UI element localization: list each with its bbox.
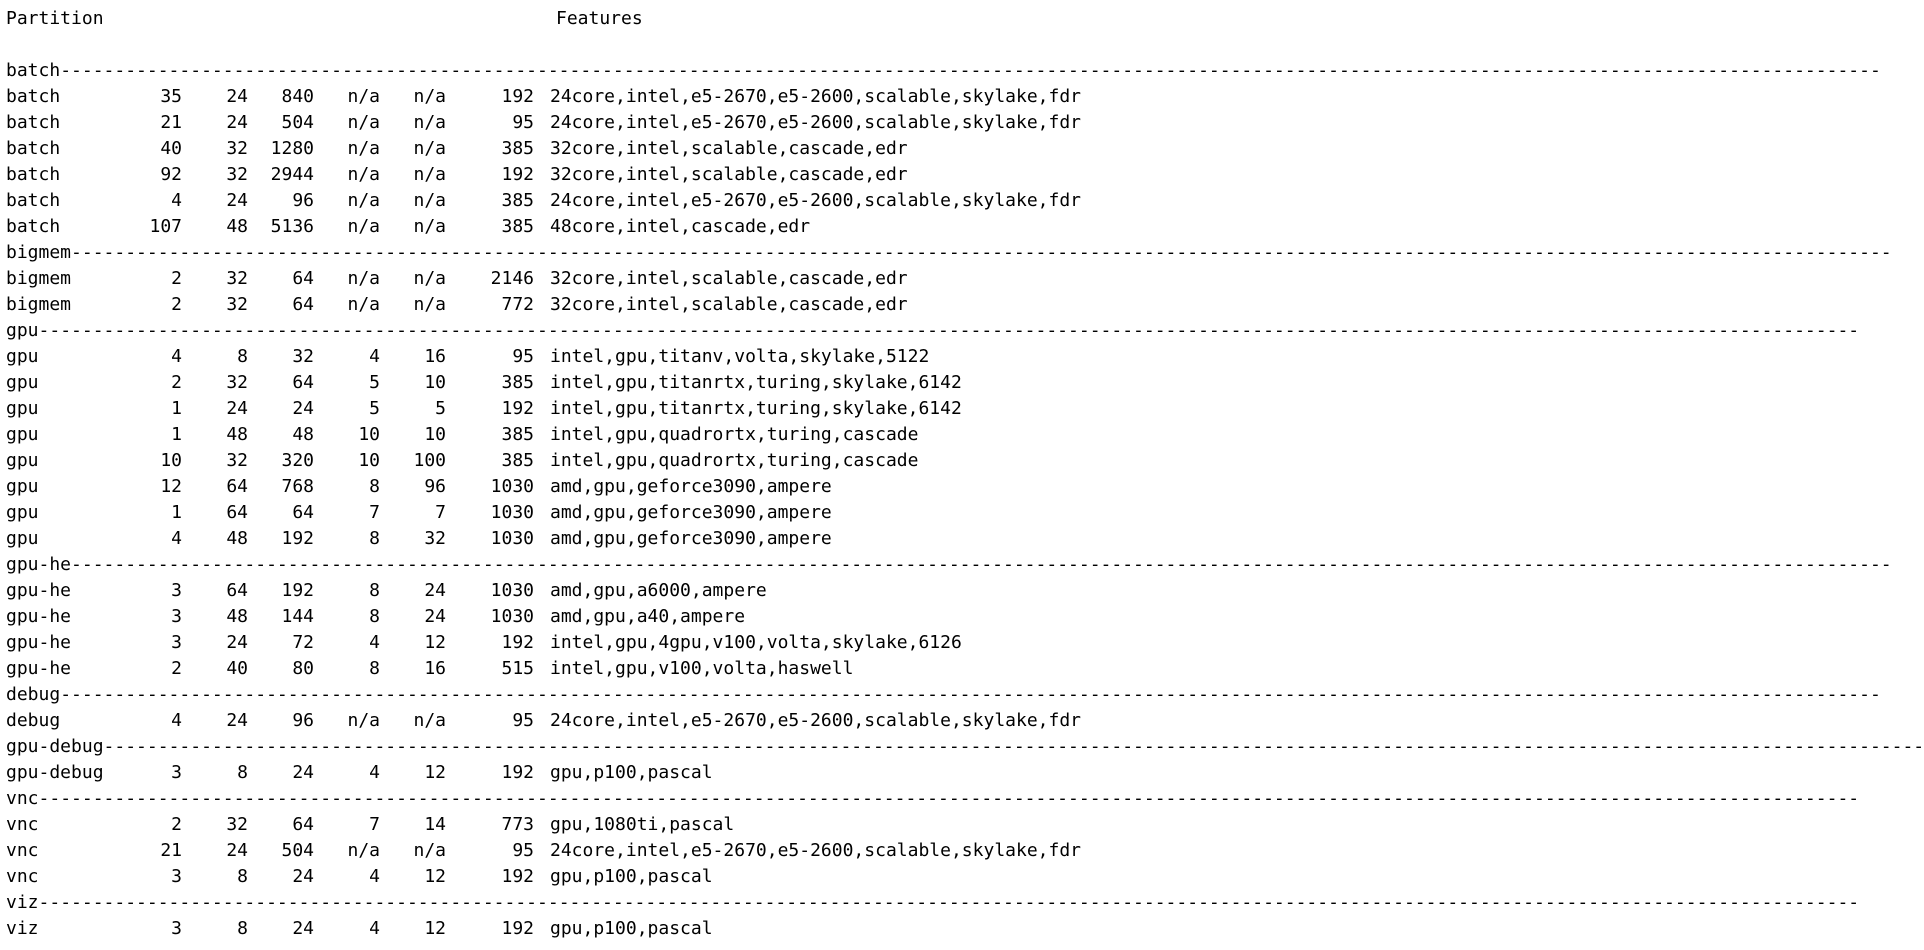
table-row bbox=[6, 474, 1100, 500]
cell-nodes: 1 bbox=[171, 398, 182, 419]
cell-nodes: 21 bbox=[160, 112, 182, 133]
group-separator bbox=[6, 682, 1881, 708]
cell-partition: vnc bbox=[6, 814, 39, 835]
cell-partition: gpu bbox=[6, 476, 39, 497]
group-dashes: ------------------------------------------------------------------------------------------------------------------------------------------------------------------------ bbox=[38, 320, 1860, 341]
group-name: gpu bbox=[6, 320, 39, 341]
cell-memory: 2146 bbox=[490, 268, 534, 289]
cell-partition: batch bbox=[6, 138, 61, 159]
cell-features: 32core,intel,scalable,cascade,edr bbox=[550, 268, 908, 289]
cell-partition: gpu bbox=[6, 372, 39, 393]
cell-features: gpu,1080ti,pascal bbox=[550, 814, 735, 835]
table-row bbox=[6, 214, 1100, 240]
cell-total-gpus: 100 bbox=[413, 450, 446, 471]
table-row bbox=[6, 656, 1100, 682]
cell-total-cpus: 64 bbox=[292, 814, 314, 835]
table-header bbox=[6, 6, 643, 58]
cell-cpus-per-node: 32 bbox=[226, 138, 248, 159]
cell-gpus-per-node: 8 bbox=[369, 528, 380, 549]
cell-nodes: 3 bbox=[171, 580, 182, 601]
cell-total-cpus: 24 bbox=[292, 398, 314, 419]
cell-total-cpus: 504 bbox=[281, 840, 314, 861]
table-row bbox=[6, 760, 1100, 786]
cell-memory: 192 bbox=[501, 632, 534, 653]
cell-gpus-per-node: 4 bbox=[369, 866, 380, 887]
cell-gpus-per-node: 8 bbox=[369, 476, 380, 497]
cell-nodes: 4 bbox=[171, 190, 182, 211]
cell-total-cpus: 840 bbox=[281, 86, 314, 107]
cell-features: 24core,intel,e5-2670,e5-2600,scalable,skylake,fdr bbox=[550, 190, 1082, 211]
cell-gpus-per-node: 5 bbox=[369, 398, 380, 419]
group-dashes: ------------------------------------------------------------------------------------------------------------------------------------------------------------------------ bbox=[60, 684, 1881, 705]
cell-total-cpus: 1280 bbox=[270, 138, 314, 159]
cell-partition: vnc bbox=[6, 866, 39, 887]
cell-total-cpus: 48 bbox=[292, 424, 314, 445]
cell-partition: gpu bbox=[6, 450, 39, 471]
cell-partition: batch bbox=[6, 112, 61, 133]
table-row bbox=[6, 812, 1100, 838]
cell-features: 32core,intel,scalable,cascade,edr bbox=[550, 164, 908, 185]
cell-features: 32core,intel,scalable,cascade,edr bbox=[550, 294, 908, 315]
cell-features: gpu,p100,pascal bbox=[550, 918, 713, 939]
cell-total-gpus: n/a bbox=[413, 840, 446, 861]
table-row bbox=[6, 84, 1100, 110]
table-row bbox=[6, 370, 1100, 396]
cell-features: 32core,intel,scalable,cascade,edr bbox=[550, 138, 908, 159]
group-name: viz bbox=[6, 892, 39, 913]
cell-memory: 385 bbox=[501, 216, 534, 237]
group-separator bbox=[6, 318, 1860, 344]
cell-cpus-per-node: 48 bbox=[226, 424, 248, 445]
cell-gpus-per-node: 4 bbox=[369, 346, 380, 367]
cell-cpus-per-node: 24 bbox=[226, 112, 248, 133]
cell-features: intel,gpu,titanv,volta,skylake,5122 bbox=[550, 346, 930, 367]
cell-nodes: 1 bbox=[171, 424, 182, 445]
cell-partition: viz bbox=[6, 918, 39, 939]
cell-gpus-per-node: 4 bbox=[369, 762, 380, 783]
table-row bbox=[6, 838, 1100, 864]
cell-cpus-per-node: 24 bbox=[226, 710, 248, 731]
cell-total-gpus: 16 bbox=[424, 346, 446, 367]
cell-gpus-per-node: 8 bbox=[369, 658, 380, 679]
cell-total-cpus: 64 bbox=[292, 268, 314, 289]
cell-cpus-per-node: 8 bbox=[237, 762, 248, 783]
cell-total-gpus: n/a bbox=[413, 86, 446, 107]
cell-gpus-per-node: 7 bbox=[369, 814, 380, 835]
cell-total-gpus: n/a bbox=[413, 164, 446, 185]
cell-cpus-per-node: 24 bbox=[226, 190, 248, 211]
cell-nodes: 4 bbox=[171, 346, 182, 367]
cell-nodes: 3 bbox=[171, 606, 182, 627]
table-row bbox=[6, 916, 1100, 942]
table-row bbox=[6, 292, 1100, 318]
cell-nodes: 3 bbox=[171, 632, 182, 653]
cell-total-gpus: 10 bbox=[424, 372, 446, 393]
cell-memory: 192 bbox=[501, 86, 534, 107]
cell-total-cpus: 192 bbox=[281, 528, 314, 549]
cell-cpus-per-node: 32 bbox=[226, 814, 248, 835]
cell-cpus-per-node: 24 bbox=[226, 86, 248, 107]
cell-total-gpus: n/a bbox=[413, 216, 446, 237]
cell-gpus-per-node: n/a bbox=[347, 164, 380, 185]
group-dashes: ------------------------------------------------------------------------------------------------------------------------------------------------------------------------ bbox=[60, 60, 1881, 81]
header-partition: Partition bbox=[6, 8, 104, 29]
cell-cpus-per-node: 8 bbox=[237, 918, 248, 939]
cell-features: intel,gpu,quadrortx,turing,cascade bbox=[550, 450, 919, 471]
cell-cpus-per-node: 32 bbox=[226, 164, 248, 185]
cell-cpus-per-node: 32 bbox=[226, 450, 248, 471]
cell-cpus-per-node: 8 bbox=[237, 866, 248, 887]
cell-nodes: 2 bbox=[171, 658, 182, 679]
cell-memory: 95 bbox=[512, 840, 534, 861]
group-separator bbox=[6, 890, 1860, 916]
cell-total-cpus: 24 bbox=[292, 762, 314, 783]
cell-gpus-per-node: n/a bbox=[347, 216, 380, 237]
cell-memory: 1030 bbox=[490, 580, 534, 601]
cell-features: 24core,intel,e5-2670,e5-2600,scalable,skylake,fdr bbox=[550, 710, 1082, 731]
cell-total-gpus: 16 bbox=[424, 658, 446, 679]
cell-total-cpus: 32 bbox=[292, 346, 314, 367]
table-row bbox=[6, 422, 1100, 448]
cell-memory: 95 bbox=[512, 346, 534, 367]
cell-total-gpus: 32 bbox=[424, 528, 446, 549]
table-row bbox=[6, 344, 1100, 370]
cell-partition: batch bbox=[6, 190, 61, 211]
cell-total-cpus: 80 bbox=[292, 658, 314, 679]
cell-partition: bigmem bbox=[6, 294, 72, 315]
cell-total-cpus: 192 bbox=[281, 580, 314, 601]
cell-total-gpus: n/a bbox=[413, 190, 446, 211]
cell-nodes: 40 bbox=[160, 138, 182, 159]
cell-total-gpus: n/a bbox=[413, 294, 446, 315]
cell-total-cpus: 64 bbox=[292, 372, 314, 393]
cell-features: gpu,p100,pascal bbox=[550, 866, 713, 887]
group-name: batch bbox=[6, 60, 61, 81]
cell-total-cpus: 320 bbox=[281, 450, 314, 471]
cell-memory: 192 bbox=[501, 918, 534, 939]
cell-gpus-per-node: n/a bbox=[347, 112, 380, 133]
cell-partition: gpu-he bbox=[6, 658, 72, 679]
cell-total-cpus: 144 bbox=[281, 606, 314, 627]
cell-nodes: 2 bbox=[171, 372, 182, 393]
cell-memory: 1030 bbox=[490, 528, 534, 549]
cell-total-cpus: 5136 bbox=[270, 216, 314, 237]
cell-nodes: 2 bbox=[171, 294, 182, 315]
cell-gpus-per-node: 10 bbox=[358, 424, 380, 445]
group-dashes: ------------------------------------------------------------------------------------------------------------------------------------------------------------------------ bbox=[71, 242, 1892, 263]
cell-total-gpus: 24 bbox=[424, 580, 446, 601]
cell-partition: gpu-he bbox=[6, 632, 72, 653]
cell-gpus-per-node: 10 bbox=[358, 450, 380, 471]
group-separator bbox=[6, 240, 1892, 266]
cell-gpus-per-node: 8 bbox=[369, 606, 380, 627]
group-dashes: ------------------------------------------------------------------------------------------------------------------------------------------------------------------------ bbox=[38, 892, 1860, 913]
cell-partition: batch bbox=[6, 164, 61, 185]
cell-nodes: 3 bbox=[171, 762, 182, 783]
cell-partition: gpu-debug bbox=[6, 762, 104, 783]
cell-memory: 95 bbox=[512, 710, 534, 731]
cell-nodes: 12 bbox=[160, 476, 182, 497]
cell-cpus-per-node: 32 bbox=[226, 268, 248, 289]
cell-gpus-per-node: n/a bbox=[347, 294, 380, 315]
cell-memory: 1030 bbox=[490, 502, 534, 523]
cell-memory: 192 bbox=[501, 866, 534, 887]
group-dashes: ------------------------------------------------------------------------------------------------------------------------------------------------------------------------ bbox=[103, 736, 1924, 757]
table-row bbox=[6, 162, 1100, 188]
group-separator bbox=[6, 786, 1860, 812]
cell-memory: 192 bbox=[501, 762, 534, 783]
cell-total-gpus: n/a bbox=[413, 710, 446, 731]
group-name: debug bbox=[6, 684, 61, 705]
cell-features: amd,gpu,a6000,ampere bbox=[550, 580, 767, 601]
cell-partition: debug bbox=[6, 710, 61, 731]
cell-features: 24core,intel,e5-2670,e5-2600,scalable,skylake,fdr bbox=[550, 112, 1082, 133]
table-row bbox=[6, 630, 1100, 656]
table-row bbox=[6, 448, 1100, 474]
group-dashes: ------------------------------------------------------------------------------------------------------------------------------------------------------------------------ bbox=[38, 788, 1860, 809]
table-row bbox=[6, 708, 1100, 734]
cell-nodes: 10 bbox=[160, 450, 182, 471]
table-row bbox=[6, 500, 1100, 526]
cell-nodes: 35 bbox=[160, 86, 182, 107]
cell-gpus-per-node: n/a bbox=[347, 138, 380, 159]
cell-memory: 385 bbox=[501, 190, 534, 211]
table-row bbox=[6, 526, 1100, 552]
cell-gpus-per-node: 7 bbox=[369, 502, 380, 523]
cell-total-cpus: 64 bbox=[292, 502, 314, 523]
cell-total-gpus: n/a bbox=[413, 138, 446, 159]
table-row bbox=[6, 864, 1100, 890]
cell-partition: gpu bbox=[6, 528, 39, 549]
cell-nodes: 3 bbox=[171, 866, 182, 887]
cell-gpus-per-node: 4 bbox=[369, 632, 380, 653]
cell-cpus-per-node: 48 bbox=[226, 216, 248, 237]
cell-partition: gpu-he bbox=[6, 606, 72, 627]
cell-nodes: 3 bbox=[171, 918, 182, 939]
cell-partition: gpu bbox=[6, 502, 39, 523]
cell-partition: batch bbox=[6, 86, 61, 107]
cell-total-gpus: 12 bbox=[424, 762, 446, 783]
cell-features: 48core,intel,cascade,edr bbox=[550, 216, 811, 237]
cell-cpus-per-node: 64 bbox=[226, 476, 248, 497]
cell-gpus-per-node: n/a bbox=[347, 840, 380, 861]
cell-memory: 772 bbox=[501, 294, 534, 315]
cell-cpus-per-node: 32 bbox=[226, 294, 248, 315]
cell-features: amd,gpu,geforce3090,ampere bbox=[550, 502, 832, 523]
cell-total-cpus: 2944 bbox=[270, 164, 314, 185]
cell-cpus-per-node: 24 bbox=[226, 632, 248, 653]
cell-memory: 1030 bbox=[490, 476, 534, 497]
cell-memory: 385 bbox=[501, 138, 534, 159]
table-row bbox=[6, 604, 1100, 630]
cell-total-cpus: 72 bbox=[292, 632, 314, 653]
cell-gpus-per-node: 5 bbox=[369, 372, 380, 393]
table-row bbox=[6, 266, 1100, 292]
cell-nodes: 4 bbox=[171, 710, 182, 731]
group-name: gpu-he bbox=[6, 554, 72, 575]
group-separator bbox=[6, 734, 1924, 760]
cell-cpus-per-node: 8 bbox=[237, 346, 248, 367]
cell-memory: 385 bbox=[501, 424, 534, 445]
cell-total-gpus: 24 bbox=[424, 606, 446, 627]
table-row bbox=[6, 136, 1100, 162]
cell-nodes: 1 bbox=[171, 502, 182, 523]
group-name: gpu-debug bbox=[6, 736, 104, 757]
cell-total-gpus: n/a bbox=[413, 112, 446, 133]
cell-features: intel,gpu,v100,volta,haswell bbox=[550, 658, 854, 679]
cell-total-cpus: 96 bbox=[292, 710, 314, 731]
cell-gpus-per-node: 8 bbox=[369, 580, 380, 601]
cell-memory: 1030 bbox=[490, 606, 534, 627]
cell-features: intel,gpu,4gpu,v100,volta,skylake,6126 bbox=[550, 632, 962, 653]
cell-total-cpus: 96 bbox=[292, 190, 314, 211]
cell-gpus-per-node: n/a bbox=[347, 710, 380, 731]
cell-gpus-per-node: n/a bbox=[347, 190, 380, 211]
cell-cpus-per-node: 48 bbox=[226, 528, 248, 549]
cell-features: amd,gpu,a40,ampere bbox=[550, 606, 746, 627]
cell-features: gpu,p100,pascal bbox=[550, 762, 713, 783]
cell-partition: bigmem bbox=[6, 268, 72, 289]
cell-cpus-per-node: 24 bbox=[226, 398, 248, 419]
cell-nodes: 2 bbox=[171, 814, 182, 835]
cell-total-gpus: 12 bbox=[424, 632, 446, 653]
cell-total-cpus: 768 bbox=[281, 476, 314, 497]
cell-cpus-per-node: 24 bbox=[226, 840, 248, 861]
group-dashes: ------------------------------------------------------------------------------------------------------------------------------------------------------------------------ bbox=[71, 554, 1892, 575]
cell-partition: gpu bbox=[6, 424, 39, 445]
cell-cpus-per-node: 48 bbox=[226, 606, 248, 627]
cell-cpus-per-node: 32 bbox=[226, 372, 248, 393]
cell-nodes: 4 bbox=[171, 528, 182, 549]
cell-memory: 95 bbox=[512, 112, 534, 133]
header-features: Features bbox=[556, 8, 643, 29]
cell-features: amd,gpu,geforce3090,ampere bbox=[550, 528, 832, 549]
cell-partition: gpu bbox=[6, 398, 39, 419]
cell-partition: gpu-he bbox=[6, 580, 72, 601]
cell-memory: 773 bbox=[501, 814, 534, 835]
cell-total-cpus: 64 bbox=[292, 294, 314, 315]
group-separator bbox=[6, 552, 1892, 578]
table-row bbox=[6, 578, 1100, 604]
table-row bbox=[6, 188, 1100, 214]
cell-features: intel,gpu,quadrortx,turing,cascade bbox=[550, 424, 919, 445]
cell-total-cpus: 504 bbox=[281, 112, 314, 133]
cell-features: 24core,intel,e5-2670,e5-2600,scalable,skylake,fdr bbox=[550, 840, 1082, 861]
cell-total-cpus: 24 bbox=[292, 866, 314, 887]
cell-nodes: 107 bbox=[149, 216, 182, 237]
cell-features: intel,gpu,titanrtx,turing,skylake,6142 bbox=[550, 372, 962, 393]
cell-partition: batch bbox=[6, 216, 61, 237]
cell-features: 24core,intel,e5-2670,e5-2600,scalable,skylake,fdr bbox=[550, 86, 1082, 107]
cell-memory: 385 bbox=[501, 450, 534, 471]
table-row bbox=[6, 110, 1100, 136]
cell-nodes: 92 bbox=[160, 164, 182, 185]
group-name: bigmem bbox=[6, 242, 72, 263]
cell-cpus-per-node: 64 bbox=[226, 580, 248, 601]
cell-total-gpus: 5 bbox=[435, 398, 446, 419]
cell-nodes: 2 bbox=[171, 268, 182, 289]
cell-memory: 515 bbox=[501, 658, 534, 679]
cell-cpus-per-node: 64 bbox=[226, 502, 248, 523]
cell-total-gpus: 12 bbox=[424, 918, 446, 939]
group-name: vnc bbox=[6, 788, 39, 809]
cell-gpus-per-node: n/a bbox=[347, 86, 380, 107]
cell-total-gpus: 12 bbox=[424, 866, 446, 887]
cell-total-gpus: 96 bbox=[424, 476, 446, 497]
cell-memory: 385 bbox=[501, 372, 534, 393]
group-separator bbox=[6, 58, 1881, 84]
cell-cpus-per-node: 40 bbox=[226, 658, 248, 679]
table-row bbox=[6, 396, 1100, 422]
cell-total-gpus: 14 bbox=[424, 814, 446, 835]
cell-gpus-per-node: n/a bbox=[347, 268, 380, 289]
cell-partition: vnc bbox=[6, 840, 39, 861]
cell-gpus-per-node: 4 bbox=[369, 918, 380, 939]
cell-nodes: 21 bbox=[160, 840, 182, 861]
cell-total-gpus: 10 bbox=[424, 424, 446, 445]
cell-total-gpus: 7 bbox=[435, 502, 446, 523]
cell-total-cpus: 24 bbox=[292, 918, 314, 939]
cell-memory: 192 bbox=[501, 164, 534, 185]
cell-total-gpus: n/a bbox=[413, 268, 446, 289]
cell-memory: 192 bbox=[501, 398, 534, 419]
cell-partition: gpu bbox=[6, 346, 39, 367]
cell-features: amd,gpu,geforce3090,ampere bbox=[550, 476, 832, 497]
cell-features: intel,gpu,titanrtx,turing,skylake,6142 bbox=[550, 398, 962, 419]
